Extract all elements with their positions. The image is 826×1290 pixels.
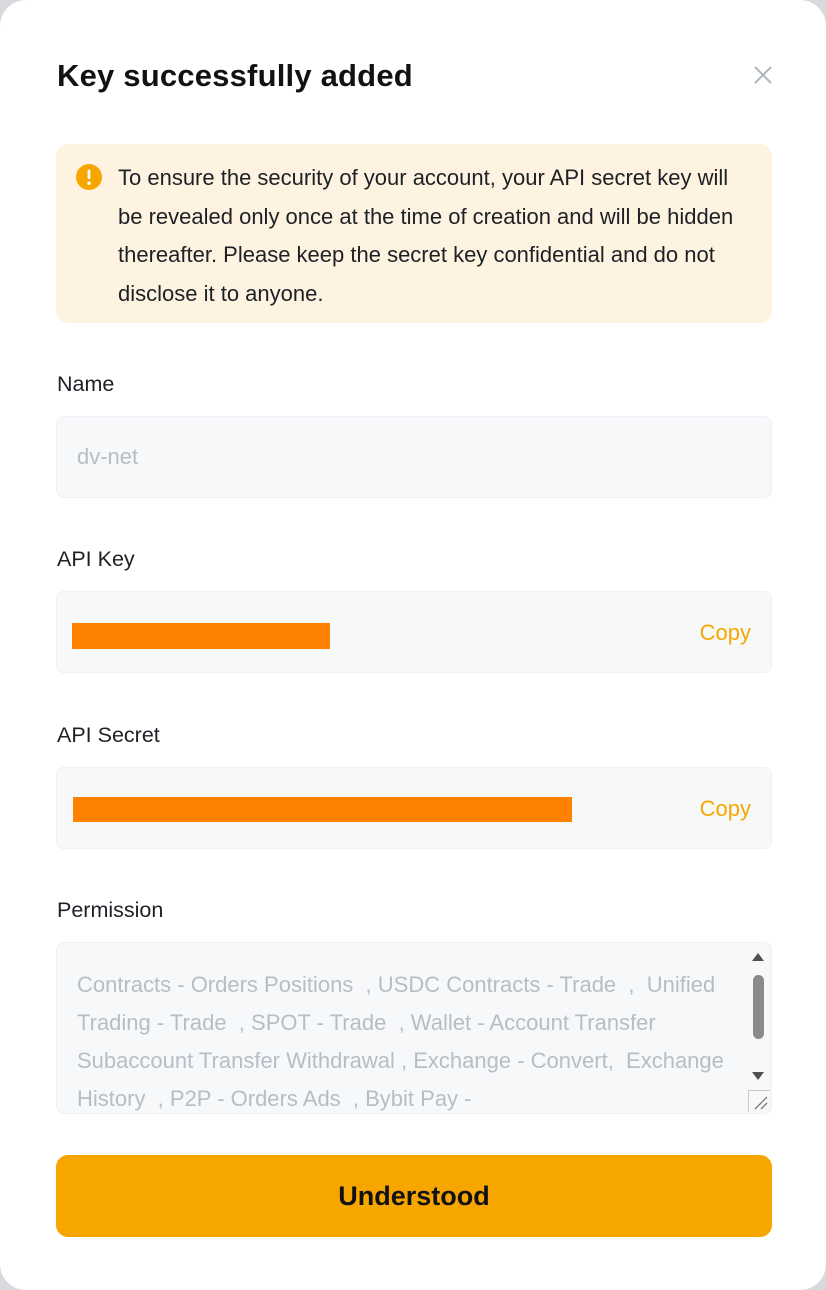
api-key-label: API Key: [57, 547, 135, 571]
api-key-field: [56, 591, 772, 673]
name-label: Name: [57, 372, 115, 396]
security-warning: [56, 144, 772, 323]
warning-text: To ensure the security of your account, your API secret key will be revealed only once at the time of creation and will be hidden thereafter. Please keep the secret key confidential and do not disclose it to anyone.: [118, 165, 734, 306]
api-key-redacted-value: [72, 623, 330, 649]
copy-api-key-button[interactable]: Copy: [699, 620, 751, 645]
api-secret-field: [56, 767, 772, 849]
resize-handle[interactable]: [748, 1090, 770, 1112]
permission-value: Contracts - Orders Positions , USDC Contracts - Trade , Unified Trading - Trade , SPOT - Trade , Wallet - Account Transfer Subaccount Transfer Withdrawal , Exchange - Convert, Exchange History , P2P - Orders Ads , Bybit Pay -: [77, 972, 731, 1111]
exclamation-circle-icon: [76, 164, 102, 190]
permission-scrollbar[interactable]: [747, 947, 769, 1085]
close-icon: [748, 60, 778, 90]
understood-button[interactable]: Understood: [56, 1155, 772, 1237]
close-button[interactable]: [748, 60, 778, 90]
api-secret-label: API Secret: [57, 723, 160, 747]
scroll-up-arrow-icon[interactable]: [752, 953, 764, 961]
api-secret-redacted-value: [73, 797, 572, 822]
dialog-title: Key successfully added: [57, 58, 413, 93]
name-value: dv-net: [77, 444, 139, 469]
permission-label: Permission: [57, 898, 164, 922]
name-field: [56, 416, 772, 498]
scroll-down-arrow-icon[interactable]: [752, 1072, 764, 1080]
scroll-thumb[interactable]: [753, 975, 764, 1039]
copy-api-secret-button[interactable]: Copy: [699, 796, 751, 821]
resize-grip-icon: [749, 1091, 769, 1111]
permission-textarea[interactable]: [56, 942, 772, 1114]
